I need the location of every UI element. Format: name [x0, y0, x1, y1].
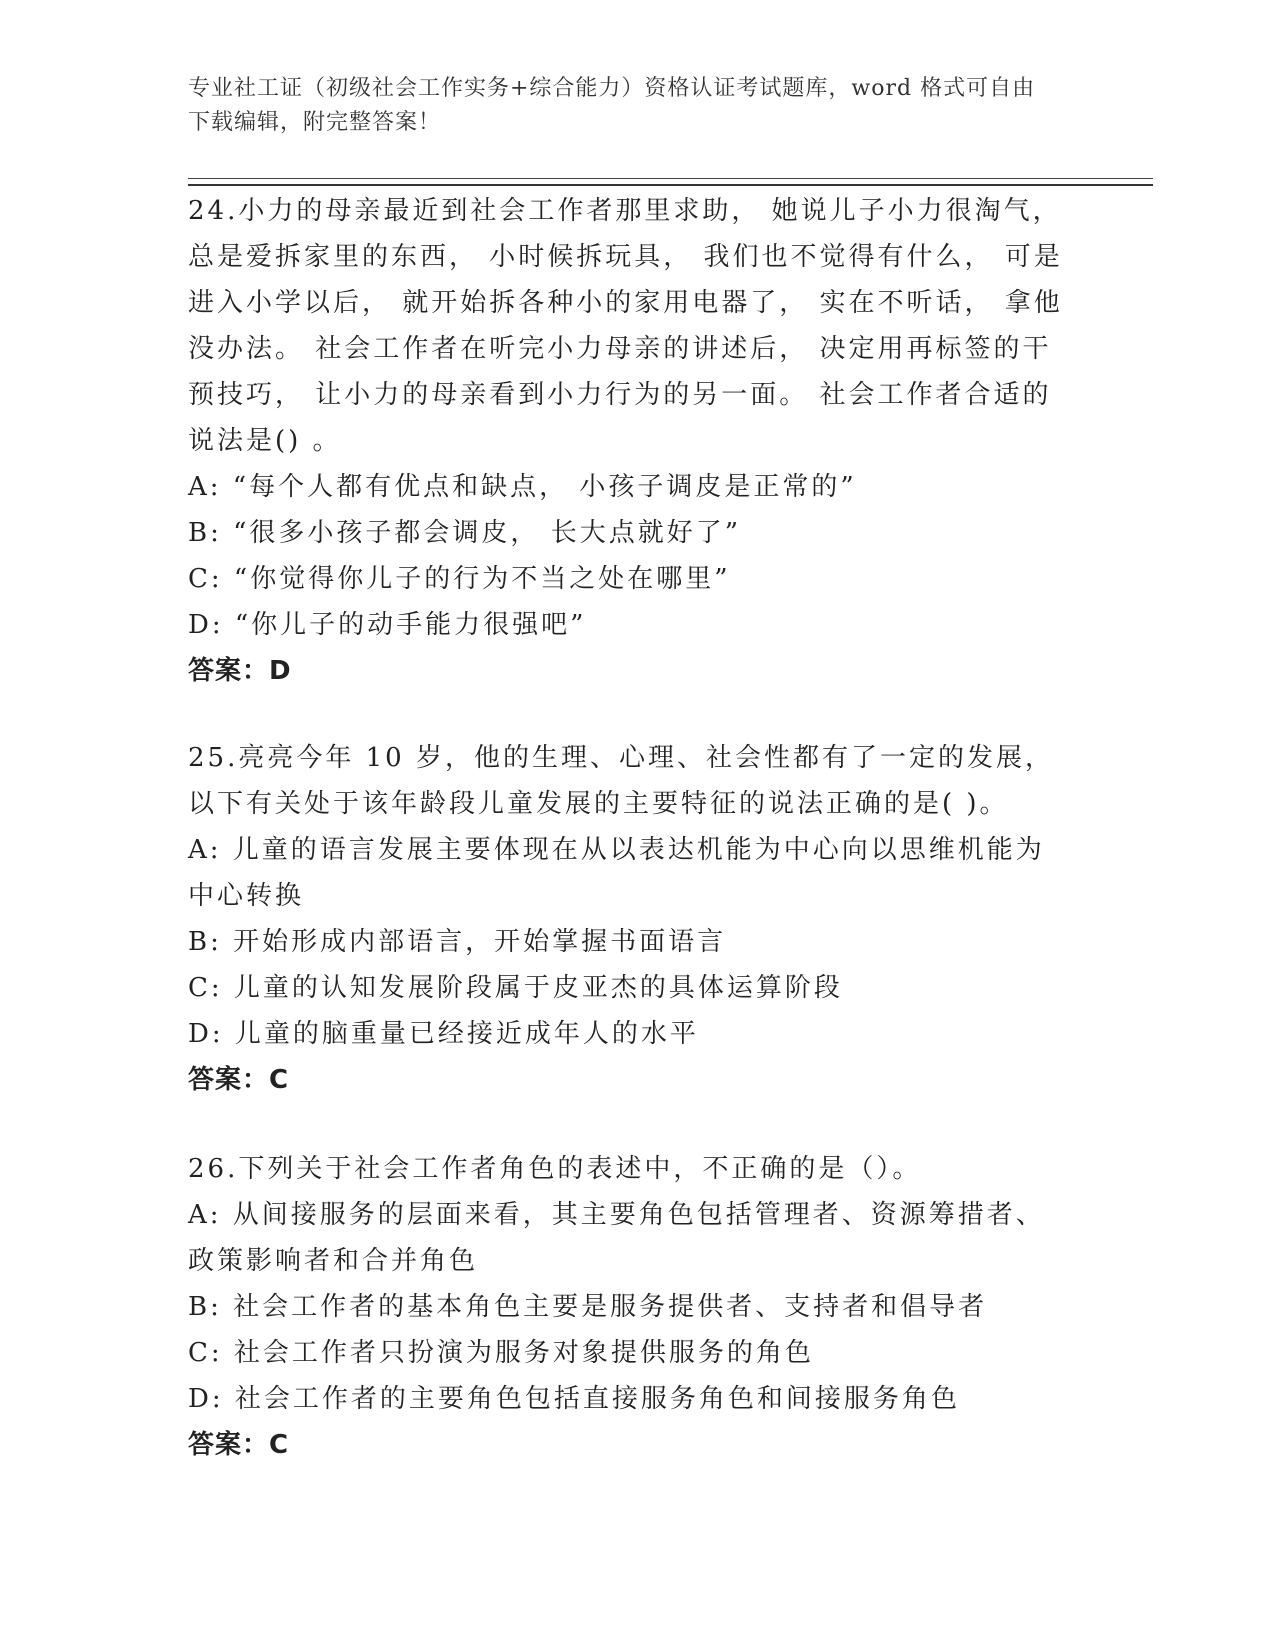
option-c: C: 社会工作者只扮演为服务对象提供服务的角色 — [188, 1338, 814, 1368]
question-26 — [188, 1146, 1068, 1468]
option-b: B: “很多小孩子都会调皮， 长大点就好了” — [188, 518, 741, 548]
option-a: A: “每个人都有优点和缺点， 小孩子调皮是正常的” — [188, 472, 857, 502]
answer: 答案：D — [188, 656, 292, 686]
header-line-1: 专业社工证（初级社会工作实务+综合能力）资格认证考试题库，word 格式可自由 — [188, 76, 1036, 101]
question-stem: 25.亮亮今年 10 岁，他的生理、心理、社会性都有了一定的发展，以下有关处于该年龄段儿童发展的主要特征的说法正确的是( )。 — [188, 743, 1054, 819]
answer: 答案：C — [188, 1065, 290, 1095]
option-b: B: 开始形成内部语言，开始掌握书面语言 — [188, 927, 727, 957]
header-line-2: 下载编辑，附完整答案！ — [188, 110, 442, 135]
option-b: B: 社会工作者的基本角色主要是服务提供者、支持者和倡导者 — [188, 1292, 988, 1322]
option-d: D: 社会工作者的主要角色包括直接服务角色和间接服务角色 — [188, 1384, 960, 1414]
question-stem: 24.小力的母亲最近到社会工作者那里求助， 她说儿子小力很淘气， 总是爱拆家里的东西， 小时候拆玩具， 我们也不觉得有什么， 可是进入小学以后， 就开始拆各种小的家用电器了， 实在不听话， 拿他没办法。 社会工作者在听完小力母亲的讲述后， 决定用再标签的干预技巧， 让小力的母亲看到小力行为的另一面。 社会工作者合适的说法是() 。 — [188, 196, 1063, 456]
document-header — [188, 72, 1088, 140]
header-divider-thin — [188, 178, 1153, 179]
option-a: A: 儿童的语言发展主要体现在从以表达机能为中心向以思维机能为中心转换 — [188, 835, 1045, 911]
question-stem: 26.下列关于社会工作者角色的表述中，不正确的是（）。 — [188, 1154, 922, 1184]
option-c: C: “你觉得你儿子的行为不当之处在哪里” — [188, 564, 731, 594]
question-25 — [188, 735, 1068, 1103]
option-c: C: 儿童的认知发展阶段属于皮亚杰的具体运算阶段 — [188, 973, 843, 1003]
option-d: D: 儿童的脑重量已经接近成年人的水平 — [188, 1019, 699, 1049]
option-d: D: “你儿子的动手能力很强吧” — [188, 610, 587, 640]
question-24 — [188, 188, 1068, 694]
header-divider-thick — [188, 184, 1153, 186]
option-a: A: 从间接服务的层面来看，其主要角色包括管理者、资源筹措者、政策影响者和合并角色 — [188, 1200, 1045, 1276]
answer: 答案：C — [188, 1430, 290, 1460]
